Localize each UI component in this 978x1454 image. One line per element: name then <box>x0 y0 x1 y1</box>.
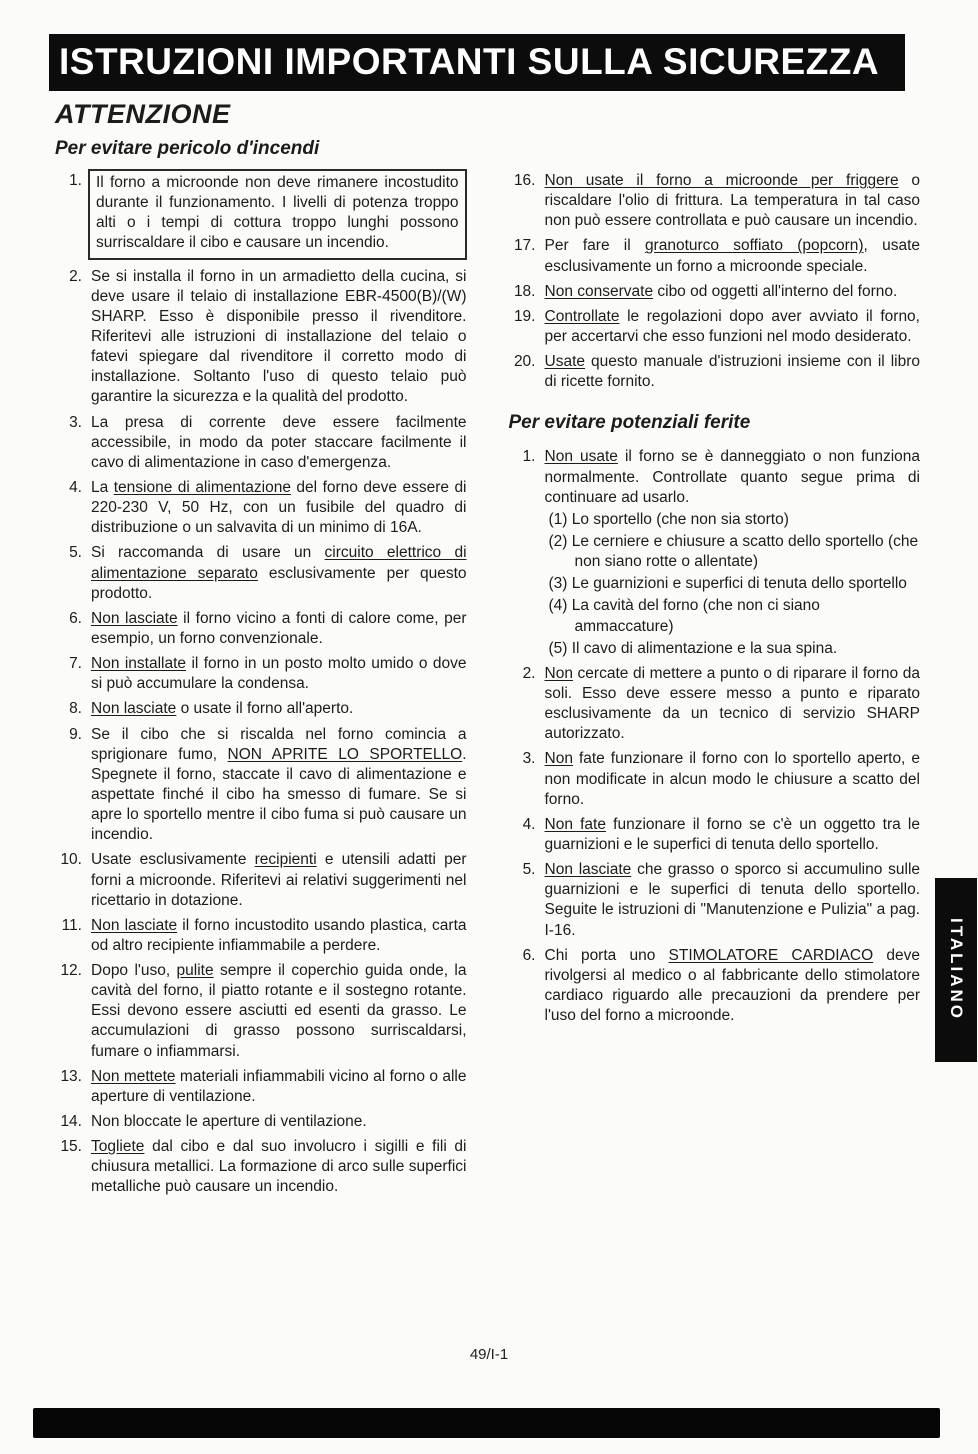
item-text: Non usate il forno a microonde per friggere o riscaldare l'olio di frittura. La temperatura in tal caso non può essere controllata e può causare un incendio. <box>544 172 920 230</box>
item-number: 3. <box>69 413 82 431</box>
item-number: 17. <box>513 237 536 255</box>
list-item <box>55 267 467 408</box>
page-edge-bar <box>33 1408 940 1438</box>
list-item <box>509 946 921 1027</box>
list-item <box>55 1067 467 1107</box>
item-number: 18. <box>513 282 536 300</box>
item-text: Non fate funzionare il forno se c'è un oggetto tra le guarnizioni e le superfici di tenuta dello sportello. <box>544 815 920 853</box>
item-text: Non lasciate il forno incustodito usando plastica, carta od altro recipiente infiammabile a perdere. <box>91 916 467 954</box>
item-number: 12. <box>60 962 82 980</box>
item-number: 15. <box>60 1138 82 1156</box>
item-number: 5. <box>522 861 536 879</box>
list-item <box>55 850 467 910</box>
item-text: La tensione di alimentazione del forno deve essere di 220-230 V, 50 Hz, con un fusibile del quadro di distribuzione o un salvavita di un minimo di 16A. <box>91 478 467 537</box>
item-text: Non conservate cibo od oggetti all'interno del forno. <box>544 282 898 300</box>
list-item <box>55 478 467 538</box>
item-number: 1. <box>69 172 82 189</box>
list-item <box>55 725 467 846</box>
page-title-banner <box>49 34 905 91</box>
list-item <box>509 171 921 231</box>
item-number: 9. <box>69 725 82 743</box>
item-number: 16. <box>513 172 536 189</box>
item-text: Se si installa il forno in un armadietto della cucina, si deve usare il telaio di installazione EBR-4500(B)/(W) SHARP. Esso è disponibile presso il rivenditore. Riferitevi alle istruzioni di installazione del telaio o fatevi spiegare dal rivenditore il corretto modo di installazione. Soltanto l'uso di questo telaio può garantire la sicurezza e la qualità del prodotto. <box>91 267 467 406</box>
list-item <box>509 282 921 302</box>
sub-list-item: (3) Le guarnizioni e superfici di tenuta dello sportello <box>548 575 907 593</box>
item-number: 8. <box>69 700 82 718</box>
sub-list-item: (2) Le cerniere e chiusure a scatto dello sportello (che non siano rotte o allentate) <box>548 532 919 571</box>
item-text: Il forno a microonde non deve rimanere incostudito durante il funzionamento. I livelli di potenza troppo alti o i tempi di cottura troppo lunghi possono surriscaldare il cibo e causare un incendio. <box>88 169 467 260</box>
language-tab-label: ITALIANO <box>947 918 966 1022</box>
item-number: 7. <box>69 655 82 673</box>
item-text: Non bloccate le aperture di ventilazione. <box>91 1113 367 1131</box>
item-number: 2. <box>69 267 82 285</box>
item-text: Usate questo manuale d'istruzioni insieme con il libro di ricette fornito. <box>544 353 920 391</box>
injury-section-heading: Per evitare potenziali ferite <box>508 412 751 434</box>
list-item <box>55 171 467 262</box>
language-tab <box>935 878 977 1062</box>
item-text: Si raccomanda di usare un circuito elettrico di alimentazione separato esclusivamente per questo prodotto. <box>91 544 467 602</box>
item-text: Per fare il granoturco soffiato (popcorn), usate esclusivamente un forno a microonde speciale. <box>544 237 921 275</box>
item-text: Non mettete materiali infiammabili vicino al forno o alle aperture di ventilazione. <box>91 1067 467 1105</box>
item-text: Non lasciate o usate il forno all'aperto. <box>91 700 354 718</box>
item-text: Non usate il forno se è danneggiato o non funziona normalmente. Controllate quanto segue prima di continuare ad usarlo. (1) Lo sportello (che non sia storto) (2) Le cerniere e chiusure a scatto dello sportello (che non siano rotte o allentate) (3) Le guarnizioni e superfici di tenuta dello sportello (4) La cavità del forno (che non ci siano ammaccature) (5) Il cavo di alimentazione e la sua spina. <box>545 447 921 658</box>
page-number: 49/I-1 <box>469 1346 509 1363</box>
list-item <box>509 352 921 392</box>
item-number: 10. <box>60 851 82 869</box>
list-item <box>55 961 467 1062</box>
item-text: Togliete dal cibo e dal suo involucro i sigilli e fili di chiusura metallici. La formazione di arco sulle superfici metalliche può causare un incendio. <box>91 1138 467 1196</box>
item-number: 3. <box>522 750 536 768</box>
item-number: 4. <box>69 478 82 496</box>
item-number: 2. <box>522 664 536 682</box>
fire-items-left <box>55 171 467 1198</box>
item-text: Non cercate di mettere a punto o di riparare il forno da soli. Esso deve essere messo a punto e riparato esclusivamente da un tecnico di servizio SHARP autorizzato. <box>544 664 920 743</box>
item-text: Usate esclusivamente recipienti e utensili adatti per forni a microonde. Riferitevi ai relativi suggerimenti nel ricettario in dotazione. <box>91 851 467 909</box>
list-item <box>55 916 467 956</box>
injury-items <box>509 447 921 1026</box>
fire-items-right <box>509 171 921 392</box>
item-text: Non fate funzionare il forno con lo sportello aperto, e non modificate in alcun modo le chiusure a scatto del forno. <box>544 750 920 808</box>
list-item <box>55 699 467 719</box>
item-number: 20. <box>513 353 536 371</box>
item-text: Se il cibo che si riscalda nel forno comincia a sprigionare fumo, NON APRITE LO SPORTELLO. Spegnete il forno, staccate il cavo di alimentazione e aspettate finché il cibo ha smesso di fumare. Se si apre lo sportello mentre il cibo fuma si può causare un incendio. <box>91 725 467 844</box>
sub-list-item: (4) La cavità del forno (che non ci siano ammaccature) <box>548 597 820 635</box>
page-title: ISTRUZIONI IMPORTANTI SULLA SICUREZZA <box>59 41 880 82</box>
item-text: Dopo l'uso, pulite sempre il coperchio guida onde, la cavità del forno, il piatto rotante e il sostegno rotante. Essi devono essere asciutti ed esenti da grasso. Le accumulazioni di grasso possono surriscaldarsi, fumare o infiammarsi. <box>91 962 467 1060</box>
item-text: Non installate il forno in un posto molto umido o dove si può accumulare la condensa. <box>91 655 467 693</box>
item-text: Chi porta uno STIMOLATORE CARDIACO deve rivolgersi al medico o al fabbricante dello stimolatore cardiaco riguardo alle precauzioni da prendere per l'uso del forno a microonde. <box>544 946 920 1025</box>
item-number: 14. <box>60 1113 82 1131</box>
list-item <box>509 860 921 941</box>
left-column <box>55 136 467 1203</box>
item-text: La presa di corrente deve essere facilmente accessibile, in modo da poter staccare facilmente il cavo di alimentazione in caso d'emergenza. <box>91 413 467 471</box>
list-item <box>55 1112 467 1132</box>
item-text: Non lasciate il forno vicino a fonti di calore come, per esempio, un forno convenzionale. <box>91 609 467 647</box>
item-number: 5. <box>69 544 82 562</box>
item-number: 6. <box>522 946 536 964</box>
list-item <box>55 413 467 473</box>
item-number: 19. <box>513 307 536 325</box>
item-number: 11. <box>61 916 82 934</box>
two-column-layout <box>55 136 920 1203</box>
list-item <box>55 609 467 649</box>
item-number: 13. <box>60 1067 82 1085</box>
right-column <box>509 136 921 1203</box>
warning-heading: ATTENZIONE <box>55 99 231 129</box>
list-item <box>509 749 921 809</box>
list-item <box>55 543 467 603</box>
list-item <box>55 1137 467 1197</box>
fire-section-heading: Per evitare pericolo d'incendi <box>55 138 320 159</box>
sub-list-item: (5) Il cavo di alimentazione e la sua spina. <box>548 639 838 657</box>
list-item <box>55 654 467 694</box>
item-number: 4. <box>522 815 536 833</box>
item-text: Non lasciate che grasso o sporco si accumulino sulle guarnizioni e le superfici di tenuta dello sportello. Seguite le istruzioni di "Manutenzione e Pulizia" a pag. I-16. <box>544 861 921 939</box>
list-item <box>509 236 921 276</box>
list-item <box>509 815 921 855</box>
item-number: 6. <box>69 609 82 627</box>
item-text: Controllate le regolazioni dopo aver avviato il forno, per accertarvi che esso funzioni nel modo desiderato. <box>544 307 920 345</box>
list-item <box>509 664 921 745</box>
sub-list-item: (1) Lo sportello (che non sia storto) <box>548 510 789 528</box>
list-item <box>509 447 921 658</box>
list-item <box>509 307 921 347</box>
item-number: 1. <box>522 448 536 466</box>
